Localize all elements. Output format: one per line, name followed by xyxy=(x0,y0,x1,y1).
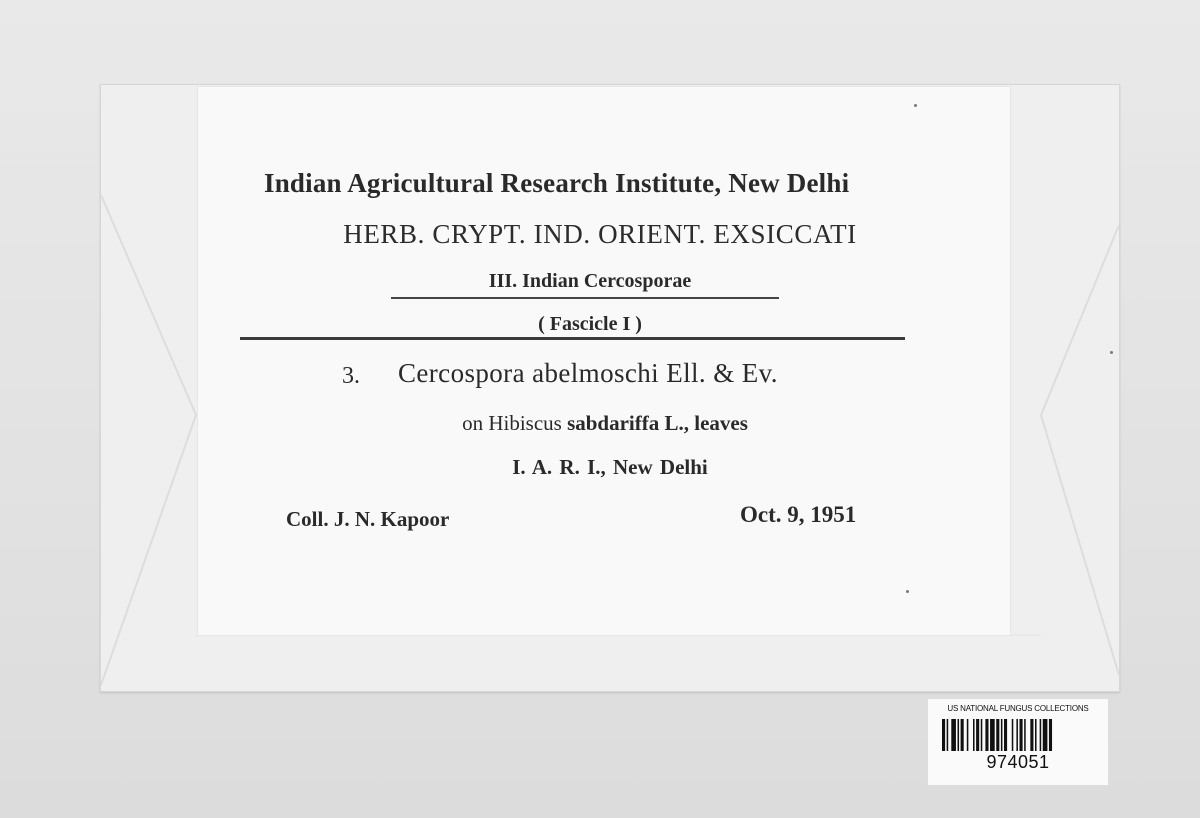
barcode-bar xyxy=(976,719,979,751)
barcode-bar xyxy=(1012,719,1014,751)
collection-name: US NATIONAL FUNGUS COLLECTIONS xyxy=(947,704,1089,713)
barcode-bar xyxy=(1016,719,1018,751)
paper-speck xyxy=(1110,351,1113,354)
species-name: Cercospora abelmoschi Ell. & Ev. xyxy=(398,358,778,388)
barcode-bar xyxy=(1024,719,1026,751)
barcode-bar xyxy=(996,719,999,751)
barcode-bar xyxy=(1049,719,1052,751)
barcode-bar xyxy=(958,719,960,751)
host-line xyxy=(380,411,830,436)
barcode-bar xyxy=(1040,719,1042,751)
fascicle-label: ( Fascicle I ) xyxy=(538,313,642,335)
barcode-bar xyxy=(1020,719,1023,751)
barcode-bar xyxy=(961,719,964,751)
barcode-bar xyxy=(967,719,969,751)
barcode-bar xyxy=(981,719,983,751)
barcode-bar xyxy=(942,719,945,751)
barcode xyxy=(942,719,1092,751)
series-title: HERB. CRYPT. IND. ORIENT. EXSICCATI xyxy=(343,219,857,249)
divider-long xyxy=(240,337,905,340)
barcode-bar xyxy=(951,719,956,751)
collector: Coll. J. N. Kapoor xyxy=(286,507,450,531)
barcode-bar xyxy=(990,719,995,751)
barcode-number: 974051 xyxy=(986,752,1050,772)
subseries-title: III. Indian Cercosporae xyxy=(488,270,692,292)
paper-speck xyxy=(914,104,917,107)
barcode-bar xyxy=(1001,719,1003,751)
paper-speck xyxy=(906,590,909,593)
barcode-bar xyxy=(1035,719,1037,751)
divider-short xyxy=(391,297,779,299)
catalog-tag xyxy=(927,698,1109,786)
barcode-bar xyxy=(985,719,988,751)
barcode-bar xyxy=(973,719,975,751)
collection-date: Oct. 9, 1951 xyxy=(740,502,857,527)
barcode-bar xyxy=(1004,719,1007,751)
barcode-bar xyxy=(947,719,949,751)
barcode-bar xyxy=(1030,719,1033,751)
locality: I. A. R. I., New Delhi xyxy=(512,455,708,479)
specimen-number: 3. xyxy=(342,363,360,389)
host-rest: sabdariffa L., leaves xyxy=(567,411,748,435)
host-prefix: on Hibiscus xyxy=(462,411,562,435)
barcode-bar xyxy=(1043,719,1048,751)
institute-name: Indian Agricultural Research Institute, New Delhi xyxy=(264,168,850,198)
